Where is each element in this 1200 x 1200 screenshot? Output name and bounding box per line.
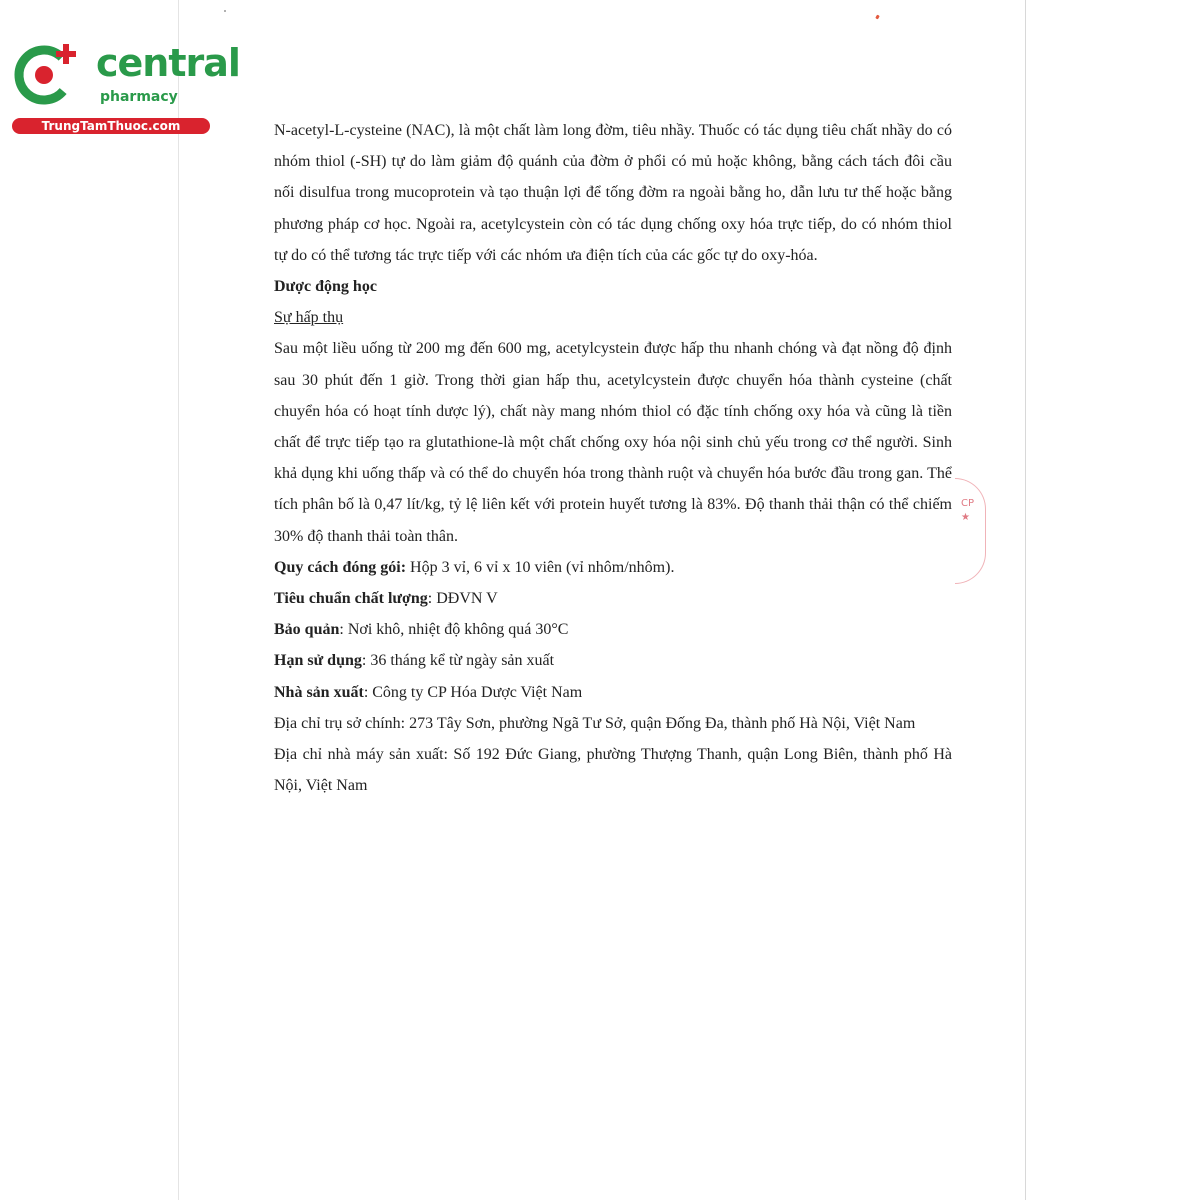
storage-label: Bảo quản xyxy=(274,621,340,639)
expiry-value: : 36 tháng kể từ ngày sản xuất xyxy=(361,652,555,670)
expiry-label: Hạn sử dụng xyxy=(274,652,362,670)
absorption-heading: Sự hấp thụ xyxy=(274,309,344,327)
manufacturer-label: Nhà sản xuất xyxy=(274,683,364,701)
packaging-value: Hộp 3 vỉ, 6 vỉ x 10 viên (vỉ nhôm/nhôm). xyxy=(406,558,675,576)
pharmacokinetics-heading: Dược động học xyxy=(274,278,377,296)
storage-line xyxy=(274,614,952,645)
hq-address: Địa chỉ trụ sở chính: 273 Tây Sơn, phường Ngã Tư Sở, quận Đống Đa, thành phố Hà Nội, Việt Nam xyxy=(274,714,916,732)
absorption-paragraph: Sau một liều uống từ 200 mg đến 600 mg, acetylcystein được hấp thu nhanh chóng và đạt nồng độ định sau 30 phút đến 1 giờ. Trong thời gian hấp thu, acetylcystein được chuyển hóa thành cysteine (chất chuyển hóa có hoạt tính dược lý), chất này mang nhóm thiol có đặc tính chống oxy hóa và cũng là tiền chất để trực tiếp tạo ra glutathione-là một chất chống oxy hóa nội sinh chủ yếu trong cơ thể người. Sinh khả dụng khi uống thấp và có thể do chuyển hóa trong thành ruột và chuyển hóa bước đầu trong gan. Thể tích phân bố là 0,47 lít/kg, tỷ lệ liên kết với protein huyết tương là 83%. Độ thanh thải thận có thể chiếm 30% độ thanh thải toàn thân. xyxy=(274,340,952,545)
storage-value: : Nơi khô, nhiệt độ không quá 30°C xyxy=(339,621,569,639)
packaging-line xyxy=(274,552,952,583)
manufacturer-line xyxy=(274,677,952,708)
central-pharmacy-logo[interactable] xyxy=(10,38,240,138)
standard-line xyxy=(274,583,952,614)
factory-address: Địa chỉ nhà máy sản xuất: Số 192 Đức Giang, phường Thượng Thanh, quận Long Biên, thành phố Hà Nội, Việt Nam xyxy=(274,746,952,795)
pharmacy-cross-icon xyxy=(10,38,90,108)
logo-subtitle: pharmacy xyxy=(100,89,178,105)
expiry-line xyxy=(274,645,952,676)
logo-url[interactable]: TrungTamThuoc.com xyxy=(12,118,210,134)
scan-speck xyxy=(224,10,226,12)
manufacturer-value: : Công ty CP Hóa Dược Việt Nam xyxy=(363,683,583,701)
standard-value: : DĐVN V xyxy=(427,590,498,608)
standard-label: Tiêu chuẩn chất lượng xyxy=(274,590,428,608)
stamp-text: CP ★ xyxy=(961,498,975,523)
intro-paragraph: N-acetyl-L-cysteine (NAC), là một chất làm long đờm, tiêu nhầy. Thuốc có tác dụng tiêu chất nhầy do có nhóm thiol (-SH) tự do làm giảm độ quánh của đờm ở phổi có mủ hoặc không, bằng cách tách đôi cầu nối disulfua trong mucoprotein và tạo thuận lợi để tống đờm ra ngoài bằng ho, dẫn lưu tư thế hoặc bằng phương pháp cơ học. Ngoài ra, acetylcystein còn có tác dụng chống oxy hóa trực tiếp, do có nhóm thiol tự do có thể tương tác trực tiếp với các nhóm ưa điện tích của các gốc tự do oxy-hóa. xyxy=(274,122,952,264)
packaging-label: Quy cách đóng gói: xyxy=(274,558,407,576)
logo-name: central xyxy=(96,41,240,85)
company-stamp xyxy=(955,478,986,584)
document-content xyxy=(274,115,952,801)
